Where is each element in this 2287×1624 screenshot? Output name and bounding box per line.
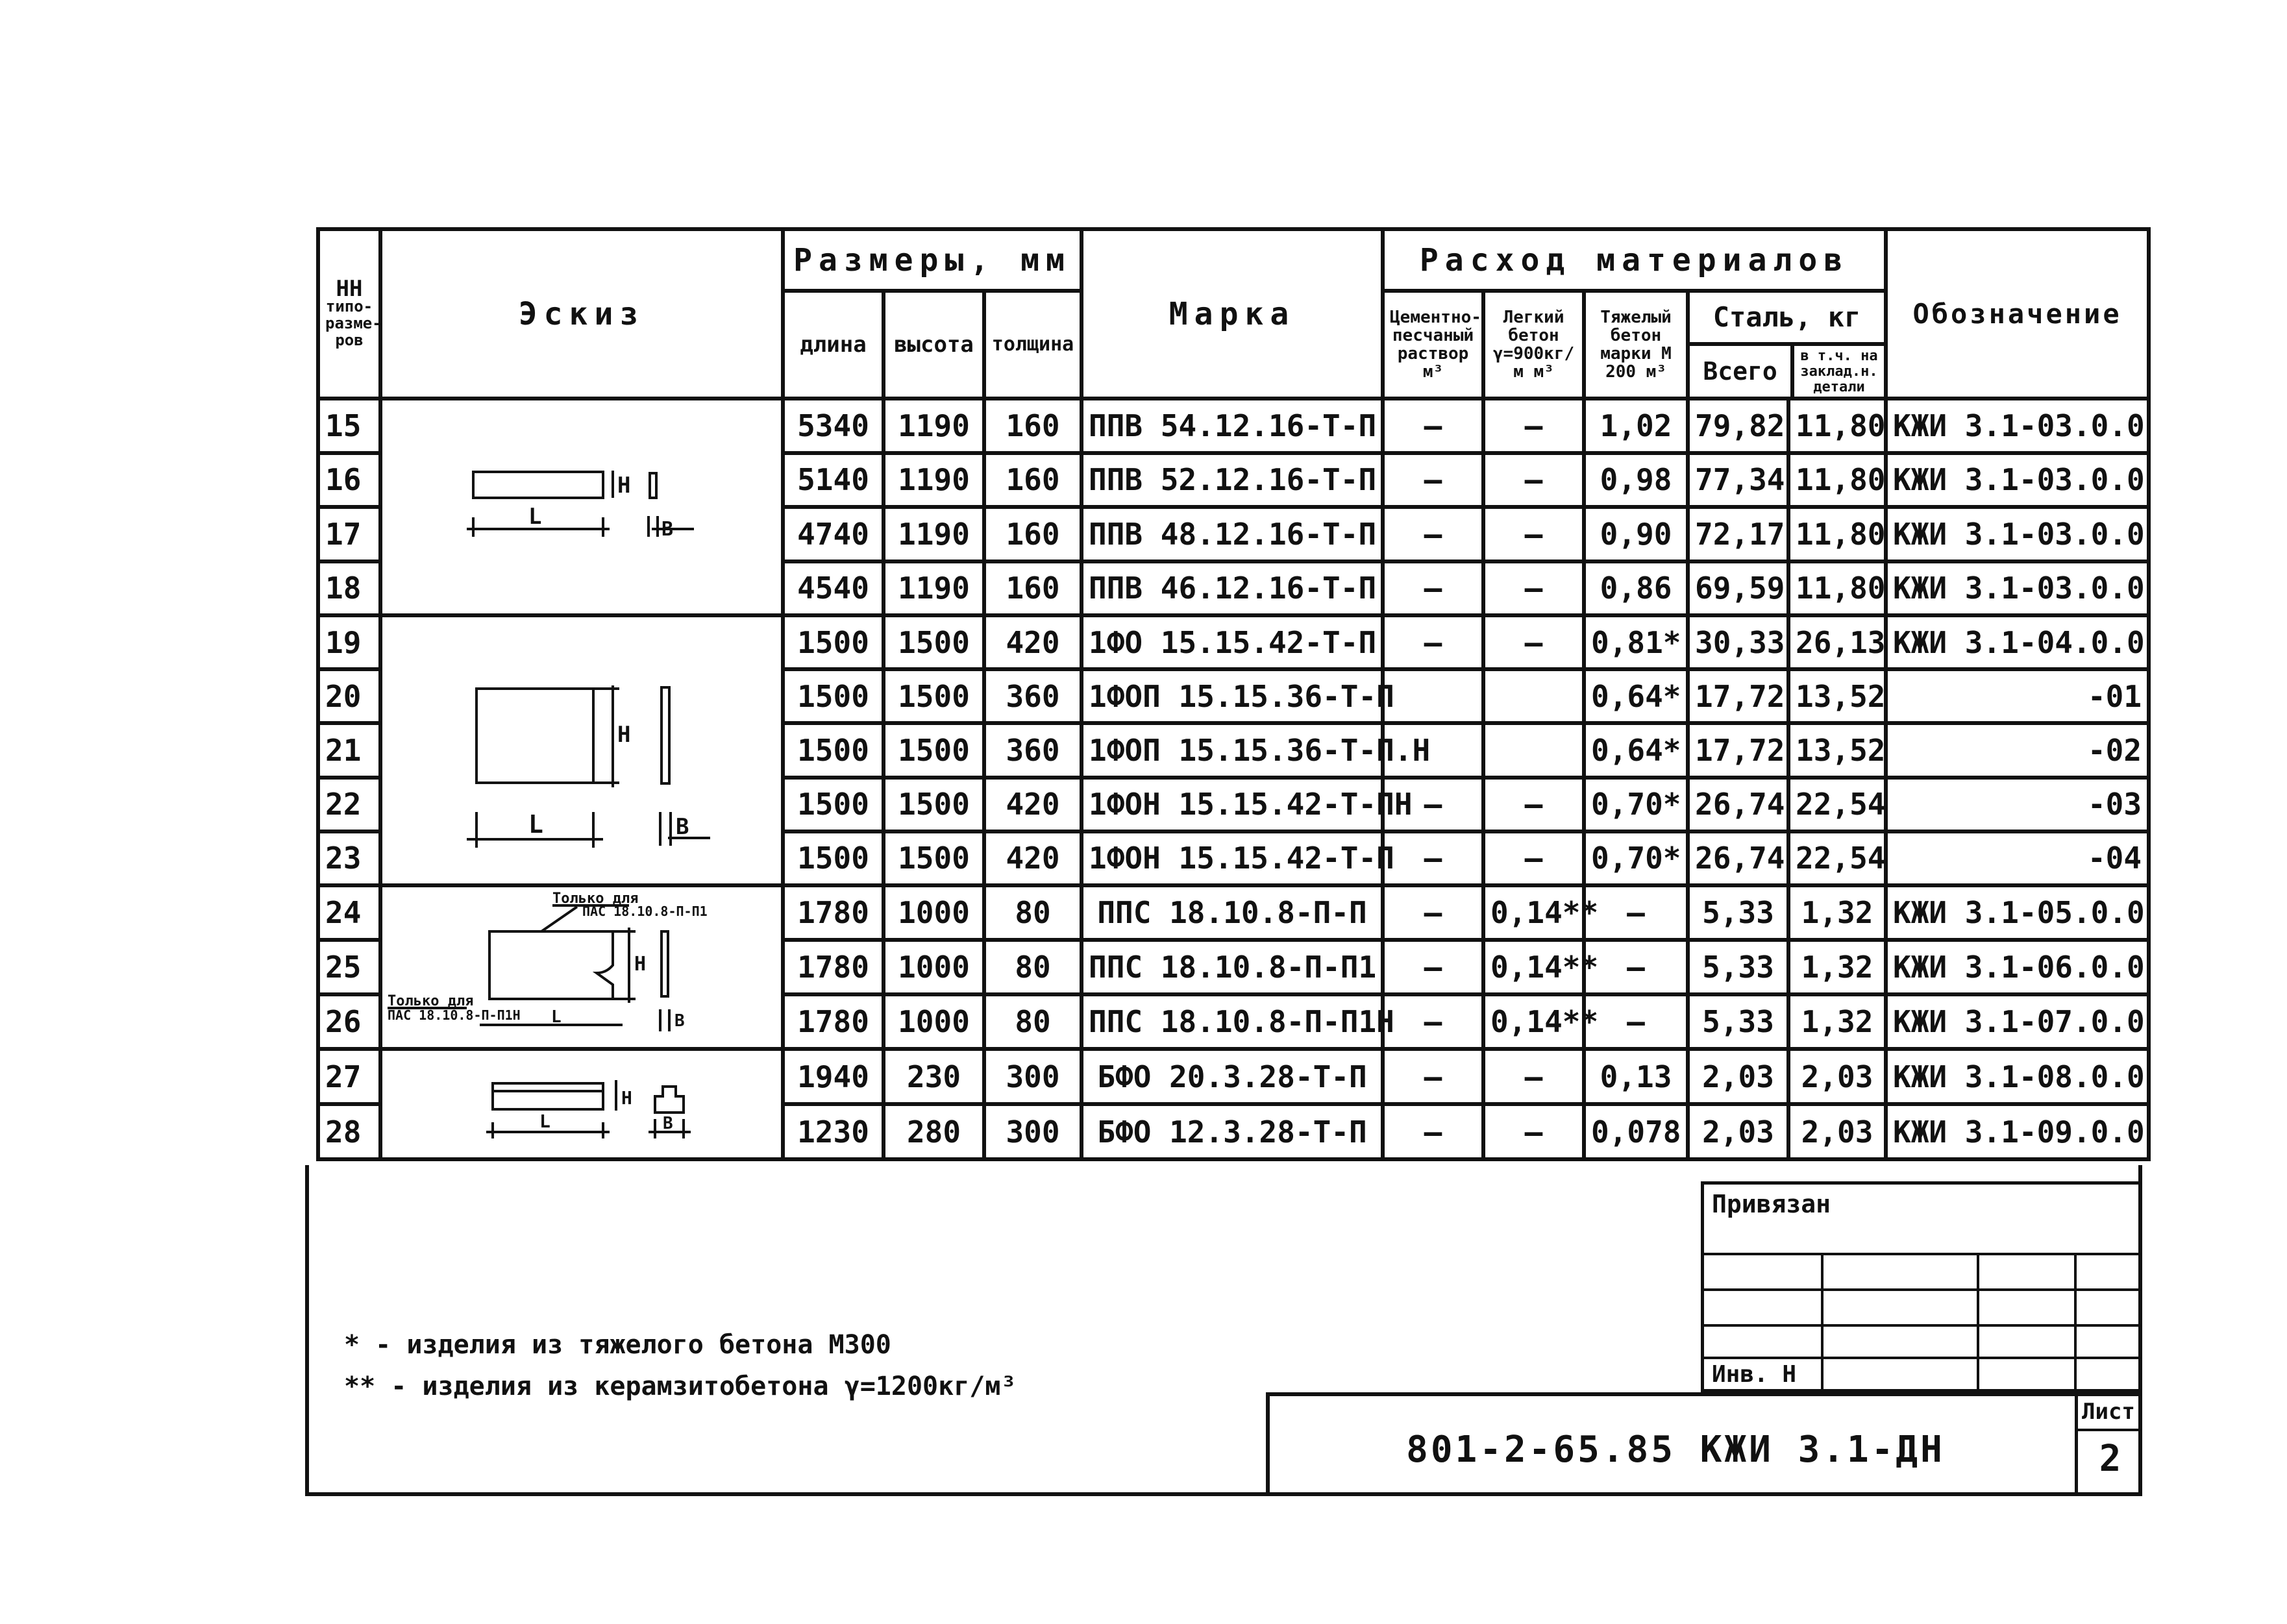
height-cell: 1190 [884,453,984,508]
light-concrete-cell [1483,669,1584,723]
mark-cell: ППС 18.10.8-П-П1 [1082,940,1383,994]
col-sketch-header: Эскиз [380,229,783,399]
col-nn-header: НН типо-разме-ров [318,229,380,399]
light-concrete-cell: — [1483,778,1584,831]
sketch-beam [380,1049,783,1159]
height-cell: 1500 [884,615,984,669]
note-claydite-concrete: ** - изделия из керамзитобетона γ=1200кг/м³ [344,1372,1017,1401]
light-concrete-cell: — [1483,1104,1584,1159]
row-number: 25 [318,940,380,994]
steel-embedded-cell: 13,52 [1788,669,1886,723]
cement-cell: — [1383,507,1483,561]
cement-cell: — [1383,1049,1483,1104]
thickness-label: B [676,814,689,840]
length-cell: 1780 [783,994,884,1049]
block-outline [476,689,593,783]
beam-outline [493,1083,603,1109]
sketch-partition [380,885,783,1049]
designation-cell: КЖИ 3.1-07.0.0 [1886,994,2149,1049]
cement-cell: — [1383,561,1483,616]
thickness-cell: 420 [984,831,1082,885]
steel-total-cell: 5,33 [1688,940,1788,994]
panel-outline [473,472,603,498]
length-label: L [528,810,543,839]
thickness-cell: 80 [984,994,1082,1049]
length-label: L [528,504,542,530]
note-only-for: Только для [388,993,474,1009]
thickness-cell: 80 [984,940,1082,994]
row-number: 20 [318,669,380,723]
steel-total-cell: 2,03 [1688,1104,1788,1159]
thickness-cell: 420 [984,615,1082,669]
table-row [318,885,2149,940]
light-concrete-cell: 0,14** [1483,885,1584,940]
height-cell: 1190 [884,507,984,561]
note-only-for-mark: ПАС 18.10.8-П-П1 [582,904,708,919]
length-cell: 1500 [783,669,884,723]
col-thickness-header: толщина [984,291,1082,399]
cement-cell: — [1383,994,1483,1049]
mark-cell: 1ФО 15.15.42-Т-П [1082,615,1383,669]
mark-cell: ППВ 48.12.16-Т-П [1082,507,1383,561]
binding-stamp [1701,1181,2142,1392]
cement-cell: — [1383,615,1483,669]
inventory-label: Инв. Н [1712,1361,1797,1388]
steel-embedded-cell: 22,54 [1788,778,1886,831]
bound-label: Привязан [1712,1190,1831,1218]
thickness-cell: 360 [984,669,1082,723]
designation-cell: КЖИ 3.1-06.0.0 [1886,940,2149,994]
thickness-cell: 160 [984,507,1082,561]
light-concrete-cell: — [1483,1049,1584,1104]
spec-table [316,227,2151,1161]
cement-cell: — [1383,1104,1483,1159]
table-row [318,615,2149,669]
length-cell: 1500 [783,723,884,777]
heavy-concrete-cell: — [1584,994,1688,1049]
col-cement-header: Цементно-песчаный раствор м³ [1383,291,1483,399]
heavy-concrete-cell: — [1584,940,1688,994]
length-cell: 1500 [783,615,884,669]
thickness-cell: 360 [984,723,1082,777]
steel-embedded-cell: 1,32 [1788,940,1886,994]
col-consumption-header: Расход материалов [1383,229,1886,291]
steel-embedded-cell: 22,54 [1788,831,1886,885]
steel-embedded-cell: 26,13 [1788,615,1886,669]
sketch-drawing [382,1051,785,1157]
row-number: 22 [318,778,380,831]
designation-cell: КЖИ 3.1-05.0.0 [1886,885,2149,940]
steel-total-cell: 2,03 [1688,1049,1788,1104]
light-concrete-cell: — [1483,831,1584,885]
length-cell: 1500 [783,778,884,831]
mark-cell: ППВ 46.12.16-Т-П [1082,561,1383,616]
col-light-concrete-header: Легкий бетон γ=900кг/м м³ [1483,291,1584,399]
height-cell: 230 [884,1049,984,1104]
row-number: 21 [318,723,380,777]
steel-embedded-cell: 2,03 [1788,1049,1886,1104]
steel-embedded-cell: 11,80 [1788,561,1886,616]
row-number: 17 [318,507,380,561]
sheet-number: 2 [2099,1438,2121,1480]
height-label: H [634,953,647,976]
cement-cell: — [1383,831,1483,885]
sketch-drawing [382,617,785,883]
row-number: 28 [318,1104,380,1159]
heavy-concrete-cell: 0,70* [1584,778,1688,831]
light-concrete-cell: — [1483,453,1584,508]
light-concrete-cell: — [1483,615,1584,669]
cement-cell: — [1383,778,1483,831]
col-length-header: длина [783,291,884,399]
steel-total-cell: 17,72 [1688,723,1788,777]
mark-cell: БФО 20.3.28-Т-П [1082,1049,1383,1104]
thickness-cell: 300 [984,1049,1082,1104]
col-height-header: высота [884,291,984,399]
mark-cell: ППС 18.10.8-П-П1Н [1082,994,1383,1049]
steel-embedded-cell: 11,80 [1788,399,1886,453]
cement-cell: — [1383,453,1483,508]
heavy-concrete-cell: 0,81* [1584,615,1688,669]
length-cell: 1780 [783,940,884,994]
designation-cell: -03 [1886,778,2149,831]
title-block [1266,1392,2142,1496]
steel-total-cell: 30,33 [1688,615,1788,669]
col-mark-header: Марка [1082,229,1383,399]
light-concrete-cell [1483,723,1584,777]
row-number: 24 [318,885,380,940]
row-number: 19 [318,615,380,669]
steel-total-cell: 26,74 [1688,778,1788,831]
row-number: 23 [318,831,380,885]
partition-outline [489,931,613,999]
sketch-drawing [382,400,785,613]
mark-cell: ППВ 54.12.16-Т-П [1082,399,1383,453]
mark-cell: 1ФОН 15.15.42-Т-П [1082,831,1383,885]
length-cell: 4540 [783,561,884,616]
cement-cell: — [1383,885,1483,940]
document-code: 801-2-65.85 КЖИ 3.1-ДН [1406,1429,1945,1471]
row-number: 16 [318,453,380,508]
steel-total-header: Всего [1690,346,1794,397]
note-only-for-mark: ПАС 18.10.8-П-П1Н [388,1007,521,1023]
mark-cell: ППВ 52.12.16-Т-П [1082,453,1383,508]
height-label: H [617,722,631,748]
thickness-cell: 160 [984,453,1082,508]
row-number: 15 [318,399,380,453]
steel-total-cell: 69,59 [1688,561,1788,616]
height-cell: 1500 [884,669,984,723]
designation-cell: КЖИ 3.1-09.0.0 [1886,1104,2149,1159]
light-concrete-cell: — [1483,507,1584,561]
height-cell: 1190 [884,561,984,616]
thickness-cell: 300 [984,1104,1082,1159]
table-row [318,1049,2149,1104]
heavy-concrete-cell: 0,13 [1584,1049,1688,1104]
row-number: 18 [318,561,380,616]
steel-embedded-cell: 1,32 [1788,994,1886,1049]
col-sizes-header: Размеры, мм [783,229,1082,291]
steel-embedded-cell: 2,03 [1788,1104,1886,1159]
designation-cell: -02 [1886,723,2149,777]
length-cell: 1230 [783,1104,884,1159]
steel-total-cell: 77,34 [1688,453,1788,508]
designation-cell: КЖИ 3.1-08.0.0 [1886,1049,2149,1104]
heavy-concrete-cell: 0,64* [1584,669,1688,723]
length-label: L [539,1111,550,1132]
heavy-concrete-cell: — [1584,885,1688,940]
table-row [318,399,2149,453]
col-steel-header [1688,291,1886,399]
thickness-label: B [674,1011,685,1031]
notes [344,1324,1017,1407]
section-outline [650,473,656,498]
section-outline [661,931,668,996]
mark-cell: 1ФОН 15.15.42-Т-ПН [1082,778,1383,831]
height-cell: 1000 [884,994,984,1049]
heavy-concrete-cell: 0,98 [1584,453,1688,508]
sketch-panel [380,399,783,615]
designation-cell: -04 [1886,831,2149,885]
steel-embedded-cell: 13,52 [1788,723,1886,777]
thickness-cell: 80 [984,885,1082,940]
designation-cell: КЖИ 3.1-04.0.0 [1886,615,2149,669]
length-cell: 5340 [783,399,884,453]
height-cell: 1190 [884,399,984,453]
mark-cell: ППС 18.10.8-П-П [1082,885,1383,940]
light-concrete-cell: 0,14** [1483,994,1584,1049]
light-concrete-cell: — [1483,399,1584,453]
designation-cell: КЖИ 3.1-03.0.0 [1886,507,2149,561]
light-concrete-cell: — [1483,561,1584,616]
length-cell: 5140 [783,453,884,508]
thickness-cell: 160 [984,399,1082,453]
steel-total-cell: 72,17 [1688,507,1788,561]
light-concrete-cell: 0,14** [1483,940,1584,994]
row-number: 27 [318,1049,380,1104]
cement-cell [1383,669,1483,723]
row-number: 26 [318,994,380,1049]
thickness-cell: 160 [984,561,1082,616]
cement-cell: — [1383,399,1483,453]
height-cell: 1500 [884,778,984,831]
height-cell: 1500 [884,831,984,885]
designation-cell: -01 [1886,669,2149,723]
steel-embedded-cell: 1,32 [1788,885,1886,940]
col-designation-header: Обозначение [1886,229,2149,399]
steel-total-cell: 26,74 [1688,831,1788,885]
note-only-for: Только для [552,891,639,907]
mark-cell: БФО 12.3.28-Т-П [1082,1104,1383,1159]
designation-cell: КЖИ 3.1-03.0.0 [1886,453,2149,508]
steel-total-cell: 5,33 [1688,994,1788,1049]
steel-total-cell: 5,33 [1688,885,1788,940]
steel-total-cell: 79,82 [1688,399,1788,453]
mark-cell: 1ФОП 15.15.36-Т-П.Н [1082,723,1383,777]
thickness-label: B [663,1114,673,1133]
length-label: L [551,1007,562,1027]
steel-embedded-cell: 11,80 [1788,453,1886,508]
height-cell: 1000 [884,940,984,994]
steel-embedded-header: в т.ч. на заклад.н. детали [1800,348,1878,395]
mark-cell: 1ФОП 15.15.36-Т-П [1082,669,1383,723]
heavy-concrete-cell: 0,86 [1584,561,1688,616]
length-cell: 1940 [783,1049,884,1104]
steel-total-cell: 17,72 [1688,669,1788,723]
height-label: H [621,1087,632,1109]
heavy-concrete-cell: 1,02 [1584,399,1688,453]
cement-cell: — [1383,940,1483,994]
designation-cell: КЖИ 3.1-03.0.0 [1886,561,2149,616]
thickness-cell: 420 [984,778,1082,831]
heavy-concrete-cell: 0,70* [1584,831,1688,885]
height-cell: 1500 [884,723,984,777]
heavy-concrete-cell: 0,64* [1584,723,1688,777]
sketch-drawing [382,887,785,1047]
thickness-label: B [661,518,674,541]
section-outline [661,687,669,783]
col-heavy-concrete-header: Тяжелый бетон марки М 200 м³ [1584,291,1688,399]
heavy-concrete-cell: 0,90 [1584,507,1688,561]
height-cell: 280 [884,1104,984,1159]
designation-cell: КЖИ 3.1-03.0.0 [1886,399,2149,453]
sketch-line [541,907,577,931]
steel-header-label: Сталь, кг [1690,293,1884,346]
length-cell: 1500 [783,831,884,885]
sheet-label: Лист [2082,1399,2135,1425]
sketch-block [380,615,783,885]
length-cell: 4740 [783,507,884,561]
height-cell: 1000 [884,885,984,940]
height-label: H [617,473,631,498]
heavy-concrete-cell: 0,078 [1584,1104,1688,1159]
note-heavy-concrete: * - изделия из тяжелого бетона М300 [344,1330,891,1360]
sheet-number-cell [2075,1396,2142,1496]
section-outline [655,1087,684,1113]
length-cell: 1780 [783,885,884,940]
steel-embedded-cell: 11,80 [1788,507,1886,561]
